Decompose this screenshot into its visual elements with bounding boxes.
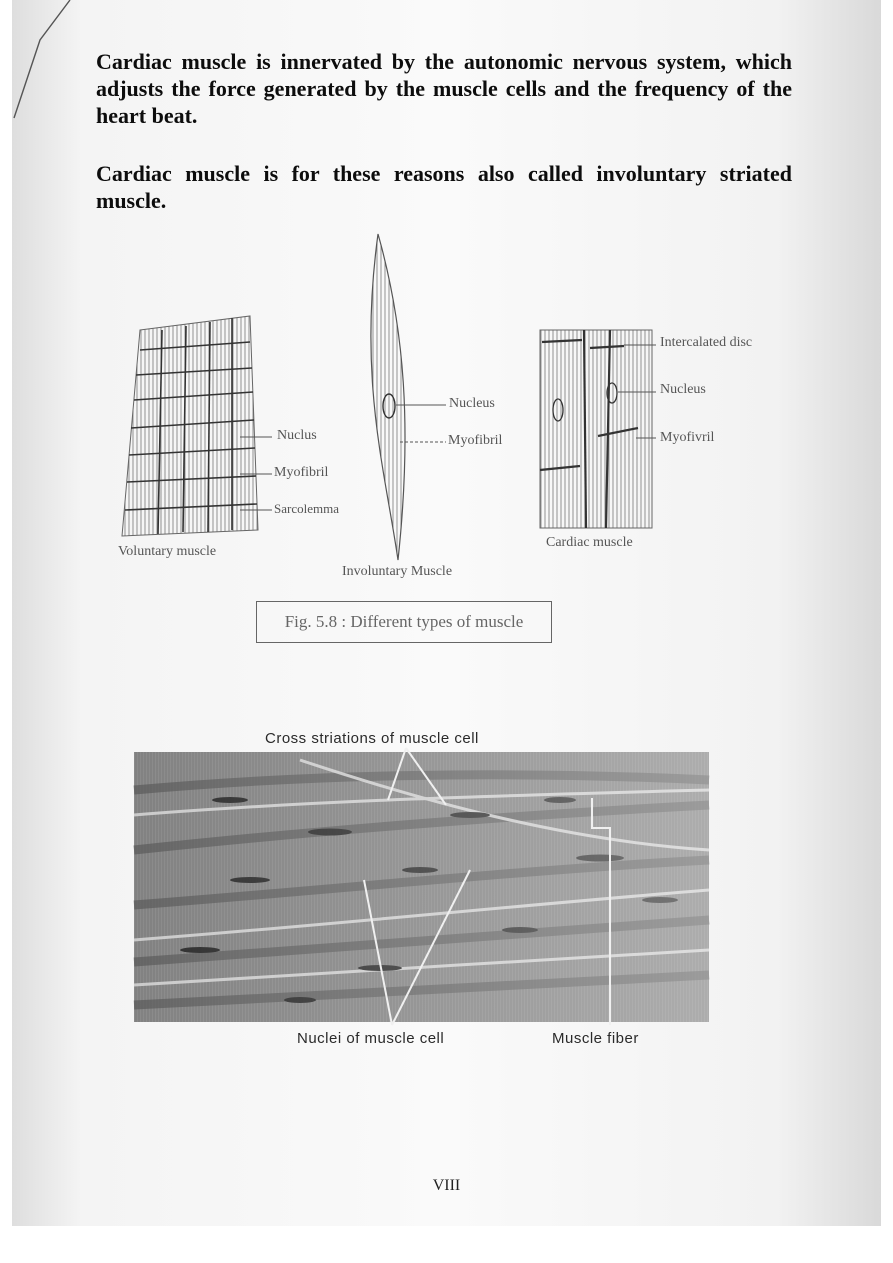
cardiac-muscle-drawing — [540, 330, 656, 528]
involuntary-muscle-title: Involuntary Muscle — [342, 564, 453, 579]
involuntary-muscle-drawing — [371, 234, 446, 560]
cross-striations-label: Cross striations of muscle cell — [265, 730, 479, 747]
paragraph-innervation: Cardiac muscle is innervated by the autonomic nervous system, which adjusts the force generated by the muscle cells and the frequency of the heart beat. — [96, 49, 792, 128]
page-fold-line — [14, 0, 70, 118]
muscle-fiber-photo — [134, 748, 709, 1025]
cardiac-muscle-title: Cardiac muscle — [546, 535, 633, 550]
page-number: VIII — [432, 1177, 461, 1194]
figure-caption: Fig. 5.8 : Different types of muscle — [256, 601, 552, 643]
voluntary-muscle-drawing — [122, 316, 272, 536]
cardiac-myofibril-label: Myofivril — [660, 430, 715, 445]
cardiac-nucleus-label: Nucleus — [660, 382, 706, 397]
voluntary-muscle-title: Voluntary muscle — [118, 544, 217, 559]
involuntary-nucleus-label: Nucleus — [449, 396, 495, 411]
voluntary-myofibril-label: Myofibril — [274, 465, 329, 480]
voluntary-nucleus-label: Nuclus — [277, 428, 317, 443]
voluntary-sarcolemma-label: Sarcolemma — [274, 501, 339, 516]
nuclei-label: Nuclei of muscle cell — [297, 1030, 445, 1047]
involuntary-myofibril-label: Myofibril — [448, 433, 503, 448]
muscle-fiber-label: Muscle fiber — [552, 1030, 639, 1047]
cardiac-intercalated-disc-label: Intercalated disc — [660, 335, 753, 350]
paragraph-involuntary-striated: Cardiac muscle is for these reasons also called involuntary striated muscle. — [96, 161, 792, 213]
